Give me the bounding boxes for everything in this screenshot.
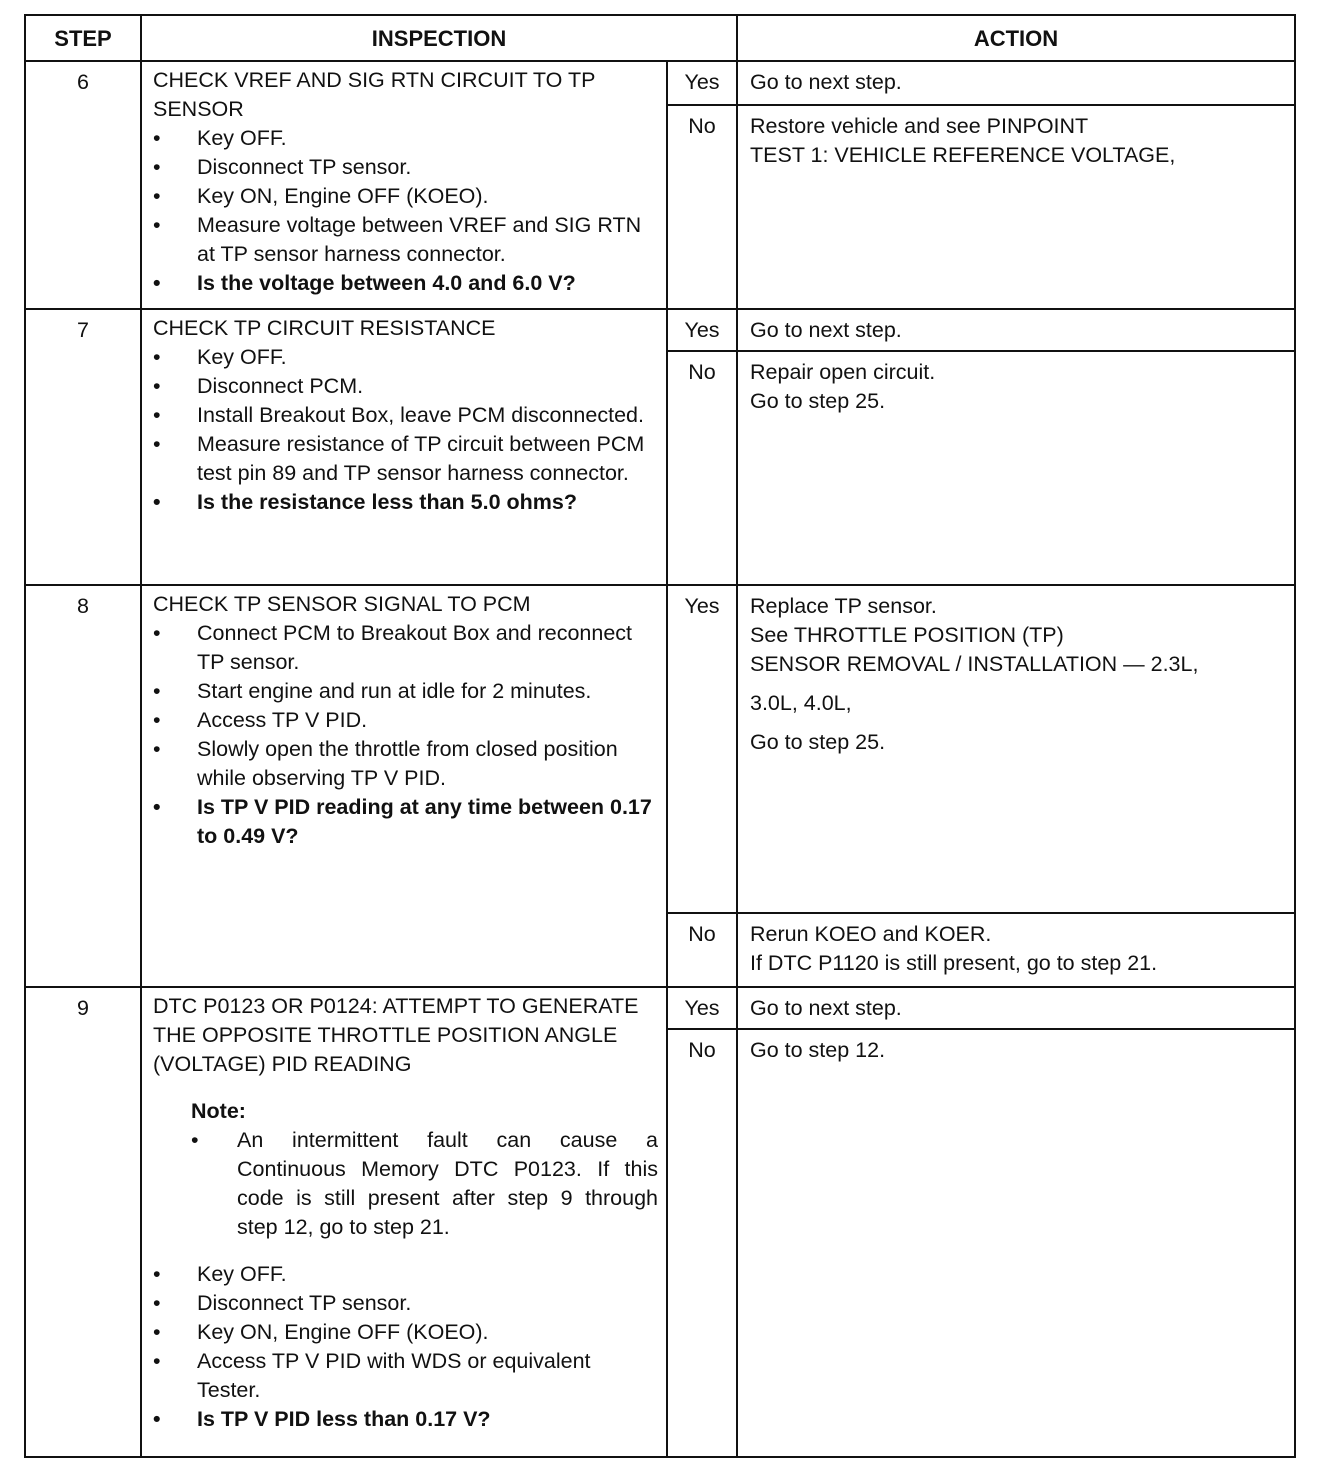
list-item: • Key OFF. <box>153 124 658 153</box>
list-item: • Key OFF. <box>153 1260 658 1289</box>
list-item: • Connect PCM to Breakout Box and reconnect TP sensor. <box>153 619 658 677</box>
yes-action <box>737 585 1295 913</box>
action-line: Restore vehicle and see PINPOINT <box>750 114 1089 138</box>
inspection-title: CHECK TP SENSOR SIGNAL TO PCM <box>153 592 531 616</box>
yes-label: Yes <box>667 61 737 105</box>
note-label: Note: <box>191 1099 246 1123</box>
yes-label: Yes <box>667 585 737 913</box>
action-line: Go to step 25. <box>750 730 886 754</box>
action-line: Repair open circuit. <box>750 360 936 384</box>
inspection-list <box>153 343 658 517</box>
no-action <box>737 105 1295 309</box>
action-line: Go to next step. <box>750 318 902 342</box>
action-line: Go to next step. <box>750 996 902 1020</box>
inspection-title: DTC P0123 OR P0124: ATTEMPT TO GENERATE THE OPPOSITE THROTTLE POSITION ANGLE (VOLTAGE) PID READING <box>153 994 639 1076</box>
question-item: • Is the resistance less than 5.0 ohms? <box>153 488 658 517</box>
inspection-cell <box>141 987 667 1457</box>
no-label: No <box>667 105 737 309</box>
list-item: • Disconnect TP sensor. <box>153 153 658 182</box>
list-item: • Access TP V PID with WDS or equivalent Tester. <box>153 1347 658 1405</box>
yes-label: Yes <box>667 309 737 351</box>
header-inspection: INSPECTION <box>141 15 737 61</box>
inspection-cell <box>141 585 667 987</box>
step-number: 7 <box>25 309 141 585</box>
action-line: 3.0L, 4.0L, <box>750 691 852 715</box>
inspection-list <box>153 619 658 851</box>
question-item: • Is the voltage between 4.0 and 6.0 V? <box>153 269 658 298</box>
question-item: • Is TP V PID reading at any time between 0.17 to 0.49 V? <box>153 793 658 851</box>
no-action <box>737 913 1295 987</box>
inspection-title: CHECK TP CIRCUIT RESISTANCE <box>153 316 496 340</box>
yes-label: Yes <box>667 987 737 1029</box>
list-item: • Measure resistance of TP circuit between PCM test pin 89 and TP sensor harness connector. <box>153 430 658 488</box>
list-item: • Measure voltage between VREF and SIG RTN at TP sensor harness connector. <box>153 211 658 269</box>
header-step: STEP <box>25 15 141 61</box>
step-8-yes-row <box>25 585 1295 913</box>
inspection-title: CHECK VREF AND SIG RTN CIRCUIT TO TP SENSOR <box>153 68 596 121</box>
list-item: • Key OFF. <box>153 343 658 372</box>
no-label: No <box>667 913 737 987</box>
list-item: • Key ON, Engine OFF (KOEO). <box>153 1318 658 1347</box>
note-block <box>191 1097 658 1242</box>
list-item: • Install Breakout Box, leave PCM disconnected. <box>153 401 658 430</box>
yes-action <box>737 309 1295 351</box>
step-number: 9 <box>25 987 141 1457</box>
diagnostic-table <box>24 14 1296 1458</box>
no-action <box>737 351 1295 585</box>
step-number: 6 <box>25 61 141 309</box>
action-line: SENSOR REMOVAL / INSTALLATION — 2.3L, <box>750 652 1199 676</box>
list-item: • Access TP V PID. <box>153 706 658 735</box>
no-action <box>737 1029 1295 1457</box>
action-line: See THROTTLE POSITION (TP) <box>750 623 1064 647</box>
inspection-cell <box>141 61 667 309</box>
header-action: ACTION <box>737 15 1295 61</box>
step-6-yes-row <box>25 61 1295 105</box>
yes-action <box>737 61 1295 105</box>
list-item: • Key ON, Engine OFF (KOEO). <box>153 182 658 211</box>
action-line: Rerun KOEO and KOER. <box>750 922 992 946</box>
note-list <box>191 1126 658 1242</box>
action-line: Go to step 12. <box>750 1038 886 1062</box>
no-label: No <box>667 351 737 585</box>
inspection-list <box>153 124 658 298</box>
note-item: • An intermittent fault can cause a Continuous Memory DTC P0123. If this code is still present after step 9 through step 12, go to step 21. <box>191 1126 658 1242</box>
action-line: Go to next step. <box>750 70 902 94</box>
action-line: Replace TP sensor. <box>750 594 937 618</box>
step-7-yes-row <box>25 309 1295 351</box>
list-item: • Slowly open the throttle from closed position while observing TP V PID. <box>153 735 658 793</box>
header-row <box>25 15 1295 61</box>
yes-action <box>737 987 1295 1029</box>
step-number: 8 <box>25 585 141 987</box>
step-9-yes-row <box>25 987 1295 1029</box>
question-item: • Is TP V PID less than 0.17 V? <box>153 1405 658 1434</box>
action-line: If DTC P1120 is still present, go to step 21. <box>750 951 1158 975</box>
list-item: • Start engine and run at idle for 2 minutes. <box>153 677 658 706</box>
list-item: • Disconnect TP sensor. <box>153 1289 658 1318</box>
action-line: Go to step 25. <box>750 389 886 413</box>
list-item: • Disconnect PCM. <box>153 372 658 401</box>
inspection-list <box>153 1260 658 1434</box>
action-line: TEST 1: VEHICLE REFERENCE VOLTAGE, <box>750 143 1176 167</box>
inspection-cell <box>141 309 667 585</box>
no-label: No <box>667 1029 737 1457</box>
